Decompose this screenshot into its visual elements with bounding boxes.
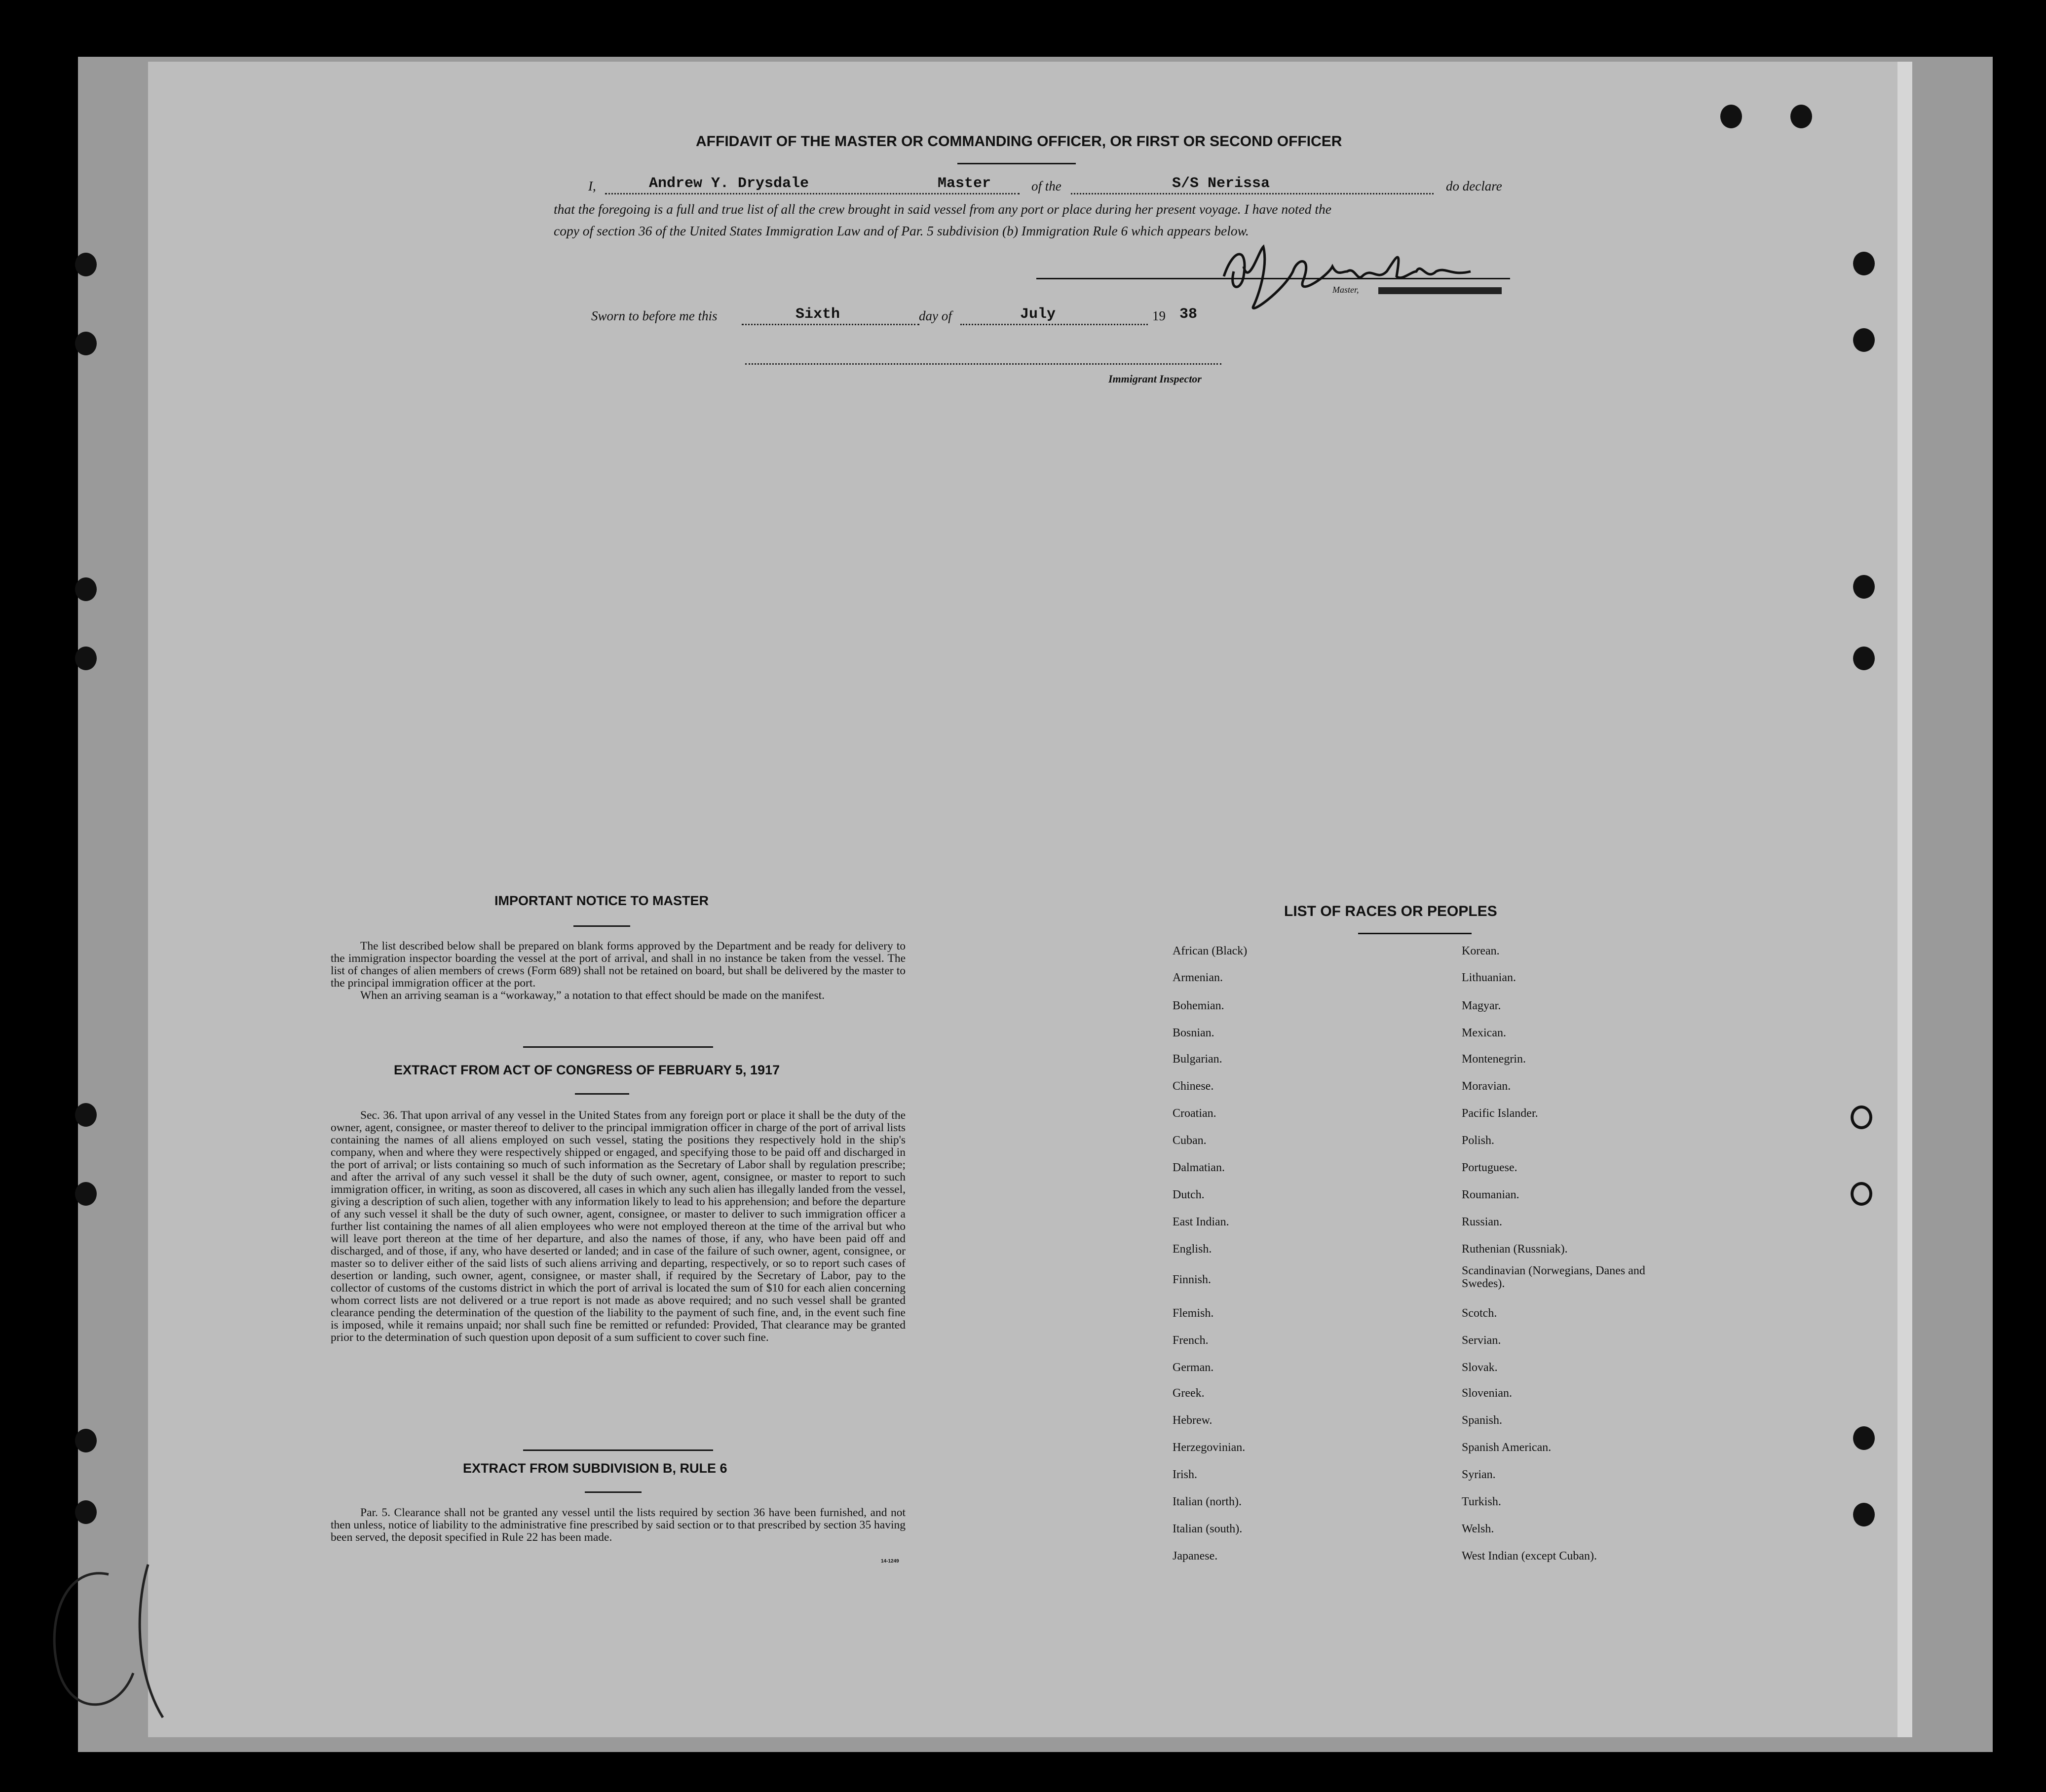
- day-value: Sixth: [796, 306, 840, 323]
- year-prefix: 19: [1152, 308, 1166, 323]
- race-item: German.: [1173, 1361, 1214, 1374]
- rule-paragraph: Par. 5. Clearance shall not be granted any vessel until the lists required by section 36 have been furnished, and not then unless, notice of liability to the administrative fine prescribed by said section or to that prescribed by section 35 having been served, the deposit specified in Rule 22 has been made.: [331, 1506, 906, 1544]
- race-item: Welsh.: [1462, 1523, 1494, 1535]
- race-item: Moravian.: [1462, 1080, 1511, 1093]
- race-item: Lithuanian.: [1462, 971, 1516, 984]
- punch-hole: [75, 577, 97, 601]
- race-item: Herzegovinian.: [1173, 1441, 1246, 1454]
- punch-hole: [1853, 1426, 1875, 1450]
- notice-title-rule: [573, 925, 630, 927]
- race-item: Italian (north).: [1173, 1495, 1242, 1508]
- act-paragraph: Sec. 36. That upon arrival of any vessel in the United States from any foreign port or place it shall be the duty of the owner, agent, consignee, or master thereof to deliver to the principal immigration officer in charge of the port of arrival lists containing the names of all aliens employed on such vessel, stating the positions they respectively hold in the ship's company, when and where they were respectively shipped or engaged, and specifying those to be paid off and discharged in the port of arrival; or lists containing so much of such information as the Secretary of Labor shall by regulation prescribe; and after the arrival of any such vessel it shall be the duty of such owner, agent, consignee, or master to report to such immigration officer, in writing, as soon as discovered, all cases in which any such alien has illegally landed from the vessel, giving a description of such alien, together with any information likely to lead to his apprehension; and before the departure of any such vessel it shall be the duty of such owner, agent, consignee, or master to deliver to such immigration officer a further list containing the names of all alien employees who were not employed thereon at the time of the arrival but who will leave port thereon at the time of her departure, and also the names of those, if any, who have been paid off and discharged, and of those, if any, who have deserted or landed; and in case of the failure of such owner, agent, consignee, or master so to deliver either of the said lists of such aliens arriving and departing, respectively, or so to report such cases of desertion or landing, such owner, agent, consignee, or master shall, if required by the Secretary of Labor, pay to the collector of customs of the customs district in which the port of arrival is located the sum of $10 for each alien concerning whom correct lists are not delivered or a true report is not made as above required; and no such vessel shall be granted clearance pending the determination of the question of the liability to the payment of such fine, and, in the event such fine is imposed, while it remains unpaid; nor shall such fine be remitted or refunded: Provided, That clearance may be granted prior to the determination of such question upon deposit of a sum sufficient to cover such fine.: [331, 1109, 906, 1344]
- punch-hole: [75, 1500, 97, 1524]
- race-item: Japanese.: [1173, 1550, 1218, 1563]
- race-item: French.: [1173, 1334, 1209, 1347]
- page-edge: [1897, 62, 1912, 1737]
- punch-hole: [1720, 105, 1742, 128]
- race-item: Finnish.: [1173, 1273, 1212, 1286]
- punch-hole: [75, 1429, 97, 1452]
- race-item: Slovak.: [1462, 1361, 1498, 1374]
- races-title: LIST OF RACES OR PEOPLES: [1284, 903, 1497, 919]
- punch-hole: [1853, 1503, 1875, 1526]
- master-title-label: Master,: [1332, 285, 1359, 295]
- punch-hole: [75, 253, 97, 276]
- race-item: Korean.: [1462, 945, 1500, 957]
- race-item: Croatian.: [1173, 1107, 1216, 1120]
- race-item: Bosnian.: [1173, 1027, 1214, 1039]
- punch-hole: [1790, 105, 1812, 128]
- declaration-prefix: I,: [588, 179, 596, 193]
- race-item: West Indian (except Cuban).: [1462, 1550, 1597, 1563]
- rank-value: Master: [938, 175, 991, 192]
- race-item: Scandinavian (Norwegians, Danes and Swedes).: [1462, 1264, 1645, 1290]
- pencil-mark: [35, 1555, 192, 1732]
- punch-hole: [1853, 575, 1875, 599]
- act-title-rule: [575, 1093, 629, 1095]
- inspector-fill-line: [745, 345, 1221, 365]
- punch-hole: [75, 1182, 97, 1206]
- race-item: Hebrew.: [1173, 1414, 1212, 1427]
- month-value: July: [1020, 306, 1056, 323]
- punch-hole: [75, 647, 97, 670]
- do-declare-label: do declare: [1446, 179, 1502, 193]
- section-divider: [523, 1046, 713, 1048]
- race-item: Russian.: [1462, 1216, 1503, 1228]
- form-number: 14-1249: [881, 1559, 899, 1564]
- notice-title: IMPORTANT NOTICE TO MASTER: [494, 893, 709, 908]
- of-the-label: of the: [1031, 179, 1061, 193]
- punch-hole: [1851, 1106, 1872, 1129]
- affidavit-title: AFFIDAVIT OF THE MASTER OR COMMANDING OFFICER, OR FIRST OR SECOND OFFICER: [696, 133, 1342, 150]
- act-title: EXTRACT FROM ACT OF CONGRESS OF FEBRUARY 5, 1917: [394, 1063, 780, 1077]
- race-item: Turkish.: [1462, 1495, 1501, 1508]
- notice-paragraph-1: The list described below shall be prepared on blank forms approved by the Department and be ready for delivery to the immigration inspector boarding the vessel at the port of arrival, and shall in no instance be taken from the vessel. The list of changes of alien members of crews (Form 689) shall not be retained on board, but shall be delivered by the master to the principal immigration officer at the port.: [331, 940, 906, 990]
- rule-title: EXTRACT FROM SUBDIVISION B, RULE 6: [463, 1461, 727, 1476]
- master-signature: [1214, 237, 1490, 311]
- race-item: Dutch.: [1173, 1188, 1205, 1201]
- race-item: Greek.: [1173, 1387, 1205, 1400]
- race-item: Syrian.: [1462, 1468, 1496, 1481]
- punch-hole: [1851, 1182, 1872, 1206]
- title-rule: [957, 163, 1076, 164]
- master-name: Andrew Y. Drysdale: [649, 175, 809, 192]
- race-item: Slovenian.: [1462, 1387, 1512, 1400]
- declaration-line-2: that the foregoing is a full and true list of all the crew brought in said vessel from any port or place during her present voyage. I have noted the: [554, 201, 1331, 217]
- punch-hole: [75, 332, 97, 355]
- notice-body: [331, 940, 906, 1002]
- race-item: Spanish American.: [1462, 1441, 1552, 1454]
- day-of-label: day of: [919, 308, 952, 323]
- race-item: Polish.: [1462, 1134, 1495, 1147]
- section-divider: [523, 1449, 713, 1451]
- race-item: Scotch.: [1462, 1307, 1497, 1320]
- race-item: Servian.: [1462, 1334, 1501, 1347]
- vessel-name: S/S Nerissa: [1172, 175, 1270, 192]
- race-item: African (Black): [1173, 945, 1248, 957]
- notice-paragraph-2: When an arriving seaman is a “workaway,” a notation to that effect should be made on the manifest.: [360, 989, 825, 1002]
- race-item: Dalmatian.: [1173, 1161, 1225, 1174]
- race-item: Mexican.: [1462, 1027, 1506, 1039]
- races-title-rule: [1358, 933, 1472, 934]
- race-item: East Indian.: [1173, 1216, 1229, 1228]
- struck-out-text: [1378, 287, 1502, 294]
- punch-hole: [1853, 328, 1875, 352]
- punch-hole: [1853, 252, 1875, 275]
- year-value: 38: [1179, 306, 1198, 323]
- sworn-label: Sworn to before me this: [591, 308, 718, 323]
- race-item: Italian (south).: [1173, 1523, 1243, 1535]
- race-item: Flemish.: [1173, 1307, 1214, 1320]
- race-item: Magyar.: [1462, 999, 1501, 1012]
- race-item: Spanish.: [1462, 1414, 1503, 1427]
- race-item: Pacific Islander.: [1462, 1107, 1538, 1120]
- act-body: [331, 1109, 906, 1344]
- race-item: Portuguese.: [1462, 1161, 1517, 1174]
- race-item: Bulgarian.: [1173, 1053, 1222, 1066]
- race-item: Irish.: [1173, 1468, 1197, 1481]
- race-item: English.: [1173, 1243, 1212, 1256]
- inspector-label: Immigrant Inspector: [1108, 373, 1202, 385]
- rule-title-rule: [585, 1491, 642, 1493]
- race-item: Montenegrin.: [1462, 1053, 1526, 1066]
- race-item: Cuban.: [1173, 1134, 1207, 1147]
- race-item: Roumanian.: [1462, 1188, 1519, 1201]
- race-item: Chinese.: [1173, 1080, 1214, 1093]
- race-item: Ruthenian (Russniak).: [1462, 1243, 1568, 1256]
- declaration-line-3: copy of section 36 of the United States Immigration Law and of Par. 5 subdivision (b) Immigration Rule 6 which appears below.: [554, 223, 1249, 238]
- race-item: Bohemian.: [1173, 999, 1224, 1012]
- race-item: Armenian.: [1173, 971, 1223, 984]
- punch-hole: [75, 1103, 97, 1127]
- rule-body: [331, 1507, 906, 1544]
- punch-hole: [1853, 647, 1875, 670]
